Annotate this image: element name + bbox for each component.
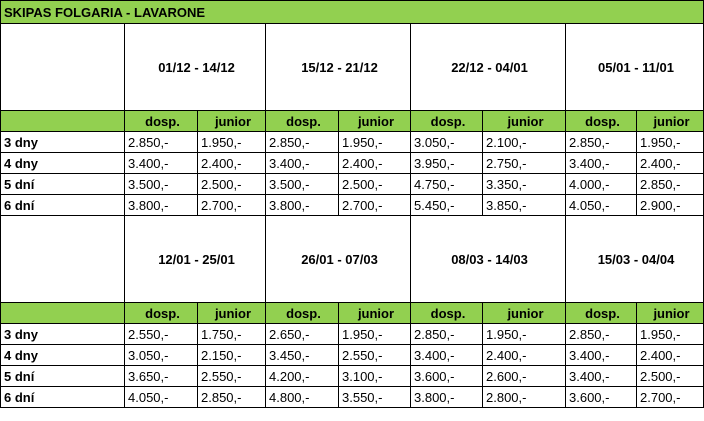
junior-label: junior	[483, 111, 566, 132]
price-cell: 3.350,-	[483, 174, 566, 195]
price-cell: 5.450,-	[411, 195, 483, 216]
price-cell: 2.650,-	[266, 324, 339, 345]
adult-label: dosp.	[411, 111, 483, 132]
period-header-row	[1, 24, 704, 111]
table-row	[1, 153, 704, 174]
price-cell: 3.400,-	[566, 153, 637, 174]
price-cell: 2.850,-	[411, 324, 483, 345]
period-header: 08/03 - 14/03	[411, 216, 566, 303]
price-cell: 3.400,-	[266, 153, 339, 174]
price-cell: 3.500,-	[266, 174, 339, 195]
price-cell: 1.750,-	[198, 324, 266, 345]
price-cell: 3.650,-	[125, 366, 198, 387]
table-row	[1, 387, 704, 408]
junior-label: junior	[339, 111, 411, 132]
corner-cell	[1, 216, 125, 303]
junior-label: junior	[198, 303, 266, 324]
price-cell: 2.150,-	[198, 345, 266, 366]
price-cell: 2.550,-	[125, 324, 198, 345]
price-cell: 2.850,-	[637, 174, 704, 195]
price-cell: 1.950,-	[339, 132, 411, 153]
price-cell: 3.850,-	[483, 195, 566, 216]
junior-label: junior	[198, 111, 266, 132]
period-header: 22/12 - 04/01	[411, 24, 566, 111]
price-cell: 4.200,-	[266, 366, 339, 387]
category-header-row	[1, 111, 704, 132]
period-header: 26/01 - 07/03	[266, 216, 411, 303]
price-cell: 4.800,-	[266, 387, 339, 408]
adult-label: dosp.	[566, 111, 637, 132]
price-cell: 4.750,-	[411, 174, 483, 195]
adult-label: dosp.	[125, 111, 198, 132]
adult-label: dosp.	[266, 303, 339, 324]
day-label: 6 dní	[1, 195, 125, 216]
period-header: 12/01 - 25/01	[125, 216, 266, 303]
price-cell: 3.800,-	[266, 195, 339, 216]
price-cell: 2.700,-	[637, 387, 704, 408]
price-cell: 2.850,-	[566, 132, 637, 153]
junior-label: junior	[339, 303, 411, 324]
price-cell: 4.000,-	[566, 174, 637, 195]
price-cell: 3.800,-	[125, 195, 198, 216]
junior-label: junior	[637, 303, 704, 324]
price-cell: 1.950,-	[637, 132, 704, 153]
table-row	[1, 345, 704, 366]
table-row	[1, 132, 704, 153]
price-cell: 3.050,-	[411, 132, 483, 153]
junior-label: junior	[483, 303, 566, 324]
price-cell: 3.100,-	[339, 366, 411, 387]
period-header: 05/01 - 11/01	[566, 24, 704, 111]
price-cell: 1.950,-	[637, 324, 704, 345]
table-row	[1, 366, 704, 387]
price-cell: 2.550,-	[339, 345, 411, 366]
day-label: 3 dny	[1, 324, 125, 345]
period-header: 15/03 - 04/04	[566, 216, 704, 303]
price-cell: 3.400,-	[411, 345, 483, 366]
table-row	[1, 174, 704, 195]
price-cell: 1.950,-	[198, 132, 266, 153]
price-cell: 2.550,-	[198, 366, 266, 387]
price-cell: 2.400,-	[483, 345, 566, 366]
price-cell: 3.450,-	[266, 345, 339, 366]
period-header: 15/12 - 21/12	[266, 24, 411, 111]
price-cell: 2.850,-	[125, 132, 198, 153]
price-cell: 4.050,-	[566, 195, 637, 216]
day-label: 4 dny	[1, 153, 125, 174]
price-cell: 3.400,-	[125, 153, 198, 174]
adult-label: dosp.	[411, 303, 483, 324]
adult-label: dosp.	[125, 303, 198, 324]
price-cell: 2.600,-	[483, 366, 566, 387]
price-cell: 2.900,-	[637, 195, 704, 216]
price-cell: 3.600,-	[566, 387, 637, 408]
price-cell: 2.400,-	[637, 345, 704, 366]
day-label: 5 dní	[1, 366, 125, 387]
table-row	[1, 324, 704, 345]
price-cell: 2.800,-	[483, 387, 566, 408]
price-cell: 3.600,-	[411, 366, 483, 387]
period-header: 01/12 - 14/12	[125, 24, 266, 111]
price-cell: 2.750,-	[483, 153, 566, 174]
period-header-row	[1, 216, 704, 303]
category-header-row	[1, 303, 704, 324]
price-cell: 1.950,-	[339, 324, 411, 345]
price-cell: 2.700,-	[339, 195, 411, 216]
price-cell: 3.550,-	[339, 387, 411, 408]
adult-label: dosp.	[566, 303, 637, 324]
price-cell: 3.500,-	[125, 174, 198, 195]
day-label: 4 dny	[1, 345, 125, 366]
category-corner-cell	[1, 303, 125, 324]
day-label: 6 dní	[1, 387, 125, 408]
price-cell: 2.400,-	[198, 153, 266, 174]
price-cell: 3.050,-	[125, 345, 198, 366]
price-cell: 1.950,-	[483, 324, 566, 345]
price-cell: 2.500,-	[637, 366, 704, 387]
day-label: 3 dny	[1, 132, 125, 153]
price-cell: 2.400,-	[637, 153, 704, 174]
price-cell: 3.800,-	[411, 387, 483, 408]
price-cell: 2.850,-	[198, 387, 266, 408]
price-cell: 2.500,-	[198, 174, 266, 195]
price-cell: 2.850,-	[566, 324, 637, 345]
price-cell: 3.400,-	[566, 345, 637, 366]
category-corner-cell	[1, 111, 125, 132]
price-cell: 3.950,-	[411, 153, 483, 174]
price-cell: 2.100,-	[483, 132, 566, 153]
price-cell: 2.500,-	[339, 174, 411, 195]
price-cell: 2.850,-	[266, 132, 339, 153]
price-cell: 3.400,-	[566, 366, 637, 387]
corner-cell	[1, 24, 125, 111]
junior-label: junior	[637, 111, 704, 132]
table-row	[1, 195, 704, 216]
table-title: SKIPAS FOLGARIA - LAVARONE	[1, 1, 704, 24]
price-cell: 2.400,-	[339, 153, 411, 174]
day-label: 5 dní	[1, 174, 125, 195]
price-cell: 2.700,-	[198, 195, 266, 216]
adult-label: dosp.	[266, 111, 339, 132]
price-cell: 4.050,-	[125, 387, 198, 408]
